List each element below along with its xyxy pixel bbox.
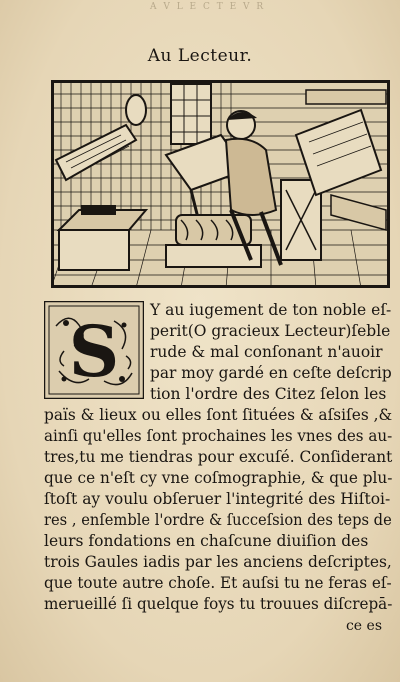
text-line: que ce n'eſt cy vne coſmographie, & que plu- (44, 469, 393, 487)
text-line: ainſi qu'elles ſont prochaines les vnes des au- (44, 427, 393, 445)
text-line: Y au iugement de ton noble eſ- (150, 301, 392, 319)
text-line: merueillé ſi quelque foys tu trouues diſcrepā- (44, 595, 393, 613)
text-line: païs & lieux ou elles ſont ſituées & aſsiſes ,& (44, 406, 393, 424)
decorated-initial-s (44, 301, 144, 399)
text-line: par moy gardé en ceſte deſcrip (150, 364, 392, 382)
text-line: perit(O gracieux Lecteur)ſeble (150, 322, 391, 340)
text-line: leurs fondations en chaſcune diuiſion des (44, 532, 369, 550)
text-line: tion l'ordre des Citez ſelon les (150, 385, 387, 403)
running-head: Au Lecteur. (147, 46, 253, 66)
catchword: ce es (345, 618, 382, 634)
text-line: res , enſemble l'ordre & ſucceſsion des teps de (44, 511, 392, 529)
text-line: trois Gaules iadis par les anciens deſcriptes, (44, 553, 392, 571)
text-line: tres,tu me tiendras pour excuſé. Conſiderant (44, 448, 393, 466)
bleed-through-text: A V L E C T E V R (150, 2, 266, 12)
text-line: rude & mal conſonant n'auoir (150, 343, 383, 361)
text-line: que toute autre choſe. Et auſsi tu ne feras eſ- (44, 574, 392, 592)
initial-letter: S (68, 310, 120, 393)
text-line: ſtoſt ay voulu obſeruer l'integrité des Hiſtoi- (44, 490, 391, 508)
scholar-woodcut-illustration (51, 80, 390, 288)
